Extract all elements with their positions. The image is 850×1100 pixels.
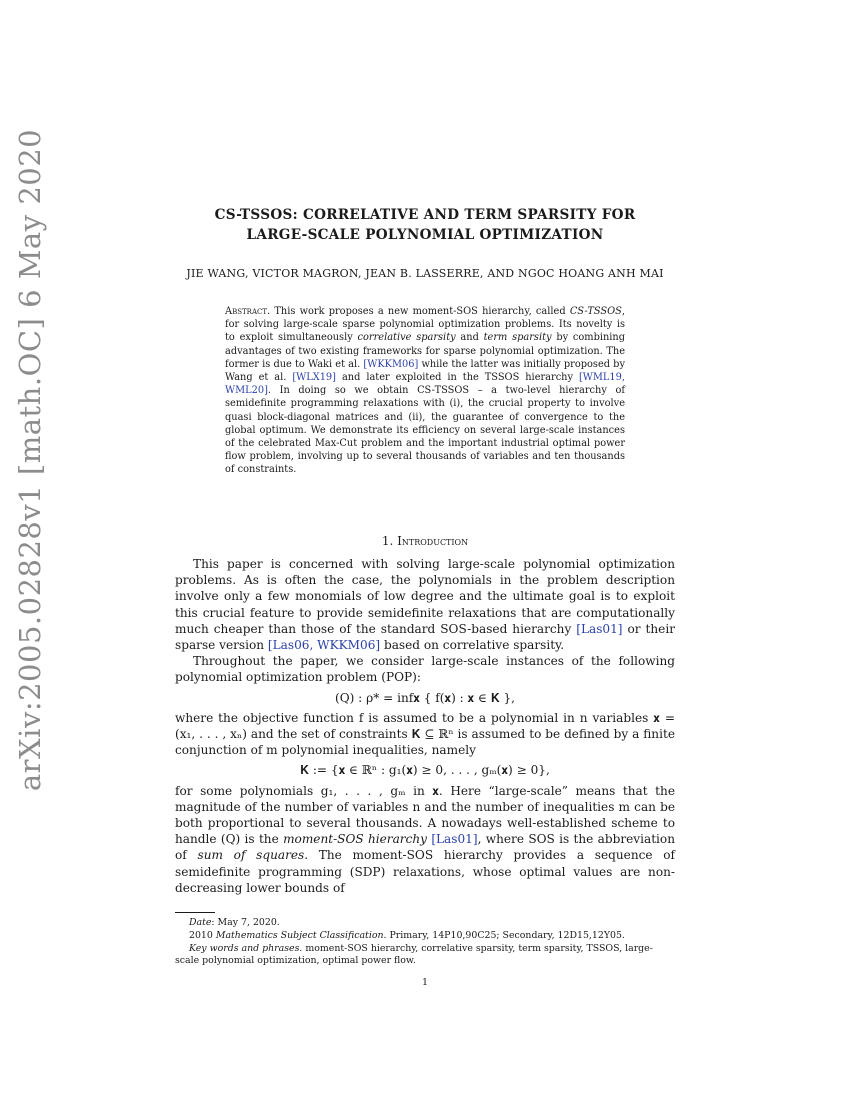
- section-number: 1.: [381, 534, 398, 548]
- title-line-2: LARGE-SCALE POLYNOMIAL OPTIMIZATION: [246, 227, 604, 243]
- abstract-emph: correlative sparsity: [357, 332, 456, 344]
- paragraph-text: or their sparse version: [175, 621, 675, 653]
- equation-constraints: 𝐊 := {𝐱 ∈ ℝⁿ : g₁(𝐱) ≥ 0, . . . , gₘ(𝐱) ≥ 0},: [300, 763, 550, 778]
- citation-link[interactable]: [WLX19]: [292, 372, 336, 384]
- paragraph: where the objective function f is assumed to be a polynomial in n variables 𝐱 = (x₁, . . . , xₙ) and the set of constraints 𝐊 ⊆ ℝⁿ is assumed to be defined by a finite conjunction of m polynomial inequalities, namely: [175, 710, 675, 758]
- footnote-rule: [175, 912, 215, 913]
- body-text: [175, 556, 675, 896]
- section-heading: [175, 534, 675, 548]
- arxiv-stamp-text: arXiv:2005.02828v1 [math.OC] 6 May 2020: [13, 128, 47, 792]
- abstract-emph: CS-TSSOS: [569, 306, 622, 317]
- paragraph-emph: sum of squares: [197, 848, 305, 863]
- abstract-text: and: [455, 332, 484, 344]
- paragraph-text: based on correlative sparsity.: [380, 638, 565, 653]
- arxiv-stamp: [0, 0, 60, 1100]
- footnote-keywords: [175, 943, 675, 969]
- page-number: 1: [421, 977, 429, 988]
- section-title: Introduction: [397, 534, 469, 548]
- footnote-label: Mathematics Subject Classification.: [215, 929, 387, 941]
- paragraph-text: , where SOS is the abbreviation of: [175, 832, 675, 863]
- citation-link[interactable]: [Las06, WKKM06]: [267, 638, 381, 653]
- paper-title: [175, 205, 675, 245]
- abstract-text: while the latter was initially proposed by Wang et al.: [225, 358, 625, 384]
- abstract-text: This work proposes a new moment-SOS hierarchy, called: [270, 306, 570, 317]
- footnote-text: Primary, 14P10,90C25; Secondary, 12D15,12Y05.: [386, 929, 625, 941]
- title-line-1: CS-TSSOS: CORRELATIVE AND TERM SPARSITY FOR: [214, 207, 636, 223]
- citation-link[interactable]: [Las01]: [431, 832, 478, 847]
- footnote-text: 2010: [189, 929, 216, 941]
- paragraph-text: . The moment-SOS hierarchy provides a sequence of semidefinite programming (SDP) relaxations, whose optimal values are non-decreasing lower bounds of: [175, 848, 676, 895]
- citation-link[interactable]: [WKKM06]: [363, 358, 419, 370]
- paragraph: [175, 783, 675, 896]
- paragraph: Throughout the paper, we consider large-scale instances of the following polynomial optimization problem (POP):: [175, 654, 675, 685]
- paragraph-text: for some polynomials g₁, . . . , gₘ in 𝐱. Here “large-scale” means that the magnitude of the number of variables n and the number of inequalities m can be both proportional to several thousands. A nowadays well-established scheme to handle (Q) is the: [175, 783, 675, 847]
- citation-link[interactable]: [Las01]: [576, 621, 623, 636]
- footnote-date: [175, 917, 675, 930]
- abstract-label: Abstract.: [225, 306, 271, 317]
- abstract-text: and later exploited in the TSSOS hierarchy: [336, 372, 579, 384]
- citation-link[interactable]: [WML19, WML20]: [225, 372, 625, 397]
- abstract-emph: term sparsity: [483, 332, 552, 344]
- paragraph-text: This paper is concerned with solving large-scale polynomial optimization problems. As is often the case, the polynomials in the problem description involve only a few monomials of low degree and the ultimate goal is to exploit this crucial feature to provide semidefinite relaxations that are computationally much cheaper than those of the standard SOS-based hierarchy: [175, 557, 675, 636]
- abstract-text: by combining advantages of two existing frameworks for sparse polynomial optimization. The former is due to Waki et al.: [225, 332, 626, 370]
- footnote-label: Date: [189, 917, 212, 928]
- authors: JIE WANG, VICTOR MAGRON, JEAN B. LASSERRE, AND NGOC HOANG ANH MAI: [186, 267, 664, 280]
- footnotes: [175, 912, 675, 968]
- paragraph-emph: moment-SOS hierarchy: [283, 832, 427, 847]
- footnote-msc: [175, 930, 675, 943]
- equation-pop: (Q) : ρ* = inf𝐱 { f(𝐱) : 𝐱 ∈ 𝐊 },: [334, 690, 516, 705]
- footnote-label: Key words and phrases.: [189, 942, 303, 954]
- footnote-text: moment-SOS hierarchy, correlative sparsity, term sparsity, TSSOS, large-scale polynomial optimization, optimal power flow.: [175, 942, 653, 967]
- abstract-text: . In doing so we obtain CS-TSSOS – a two-level hierarchy of semidefinite programming relaxations with (i), the crucial property to involve quasi block-diagonal matrices and (ii), the guarantee of convergence to the global optimum. We demonstrate its efficiency on several large-scale instances of the celebrated Max-Cut problem and the important industrial optimal power flow problem, involving up to several thousands of variables and ten thousands of constraints.: [225, 385, 625, 476]
- footnote-text: : May 7, 2020.: [211, 917, 280, 928]
- abstract: [225, 305, 625, 477]
- abstract-text: , for solving large-scale sparse polynomial optimization problems. Its novelty is to exploit simultaneously: [225, 306, 625, 344]
- paragraph: [175, 556, 675, 653]
